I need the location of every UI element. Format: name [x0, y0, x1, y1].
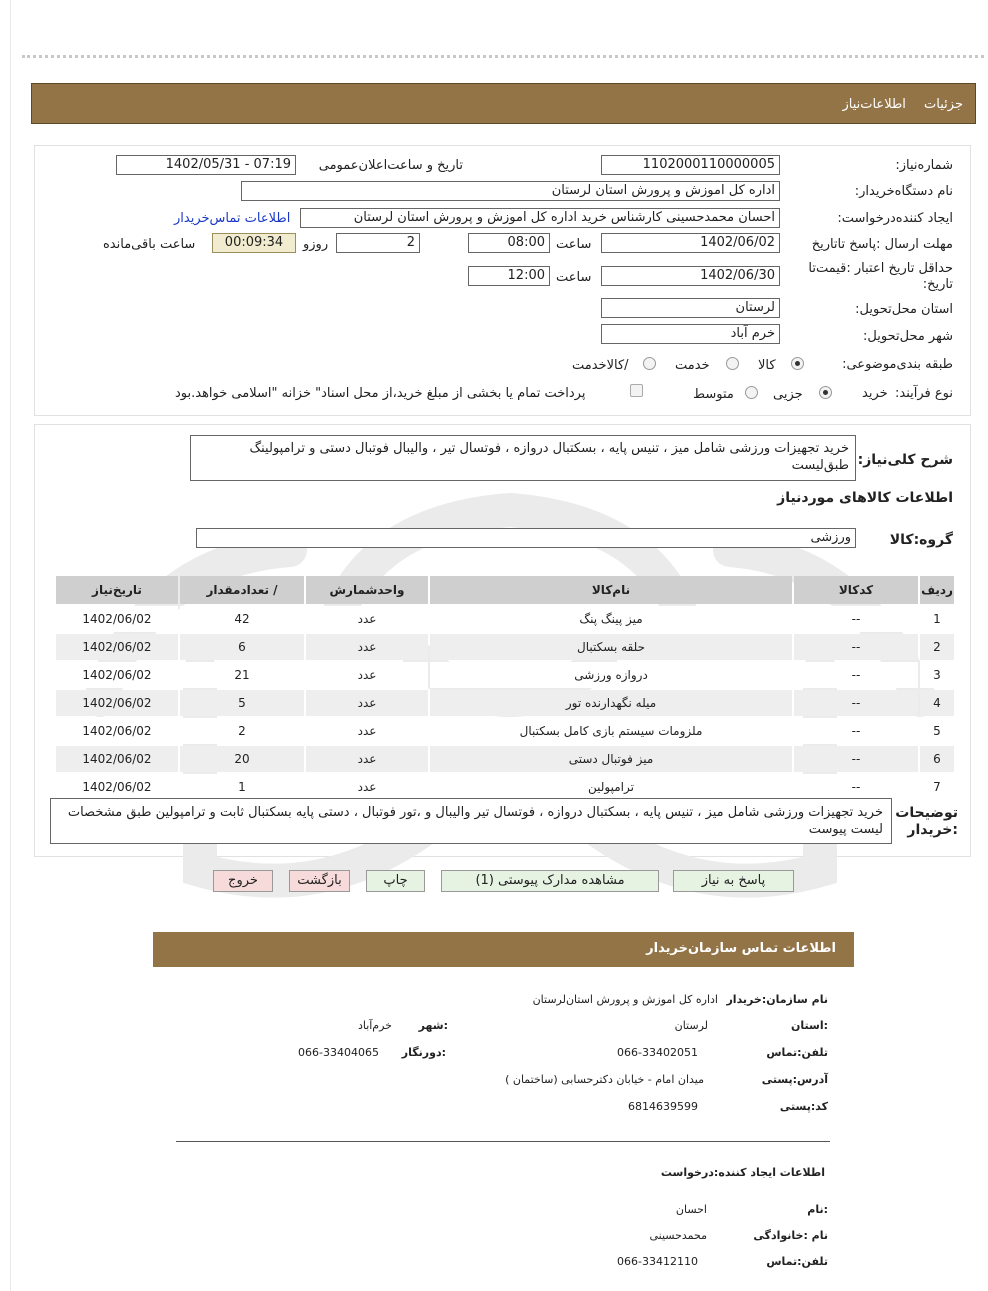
tab-need-info[interactable]: اطلاعات‌نیاز — [842, 97, 906, 112]
category-both-label: /کالاخدمت — [572, 358, 629, 373]
cell-unit: عدد — [306, 746, 428, 772]
header-tabs — [828, 97, 963, 112]
creator-phone-label: تلفن:تماس — [766, 1255, 828, 1268]
table-row — [56, 718, 954, 744]
cell-date: 1402/06/02 — [56, 606, 178, 632]
table-row — [56, 662, 954, 688]
goods-info-title: اطلاعات کالاهای مورد‌نیاز — [777, 490, 953, 506]
table-row — [56, 774, 954, 800]
table-row — [56, 690, 954, 716]
org-value: اداره کل اموزش و پرورش استان‌لرستان — [532, 993, 718, 1006]
province-label: استان محل‌تحویل: — [855, 302, 953, 317]
address-value: میدان امام - خیابان دکترحسابی (ساختمان ) — [505, 1073, 704, 1086]
cell-code: -- — [794, 718, 918, 744]
cell-name: میله نگهدارنده تور — [430, 690, 792, 716]
process-buy-label: خرید — [862, 386, 888, 401]
goods-group-field: ورزشی — [196, 528, 856, 548]
cell-qty: 42 — [180, 606, 304, 632]
buyer-org-label: نام دستگاه‌خریدار: — [854, 184, 953, 199]
cell-unit: عدد — [306, 718, 428, 744]
buyer-contact-link[interactable]: اطلاعات تماس‌خریدار — [174, 211, 291, 226]
table-row — [56, 746, 954, 772]
days-label: روزو — [303, 237, 329, 252]
col-unit: واحدشمارش — [306, 576, 428, 604]
city-label: شهر محل‌تحویل: — [863, 329, 953, 344]
view-attachments-button[interactable]: مشاهده مدارک پیوستی (1) — [441, 870, 659, 892]
goods-table — [54, 574, 956, 802]
cell-row: 4 — [920, 690, 954, 716]
contact-fax-value: 066-33404065 — [298, 1046, 379, 1059]
col-code: کدکالا — [794, 576, 918, 604]
contact-phone-value: 066-33402051 — [617, 1046, 698, 1059]
cell-qty: 6 — [180, 634, 304, 660]
creator-label: ایجاد کننده‌درخواست: — [837, 211, 953, 226]
postal-value: 6814639599 — [628, 1100, 698, 1113]
cell-unit: عدد — [306, 606, 428, 632]
org-label: نام سازمان:خریدار — [726, 993, 828, 1006]
province-field: لرستان — [601, 298, 780, 318]
city-field: خرم آباد — [601, 324, 780, 344]
validity-time-label: ساعت — [556, 270, 592, 285]
buyer-org-field: اداره کل اموزش و پرورش استان لرستان — [241, 181, 780, 201]
col-row: ردیف — [920, 576, 954, 604]
cell-qty: 1 — [180, 774, 304, 800]
contact-fax-label: :دورنگار — [401, 1046, 446, 1059]
col-qty: / تعدادمقدار — [180, 576, 304, 604]
contact-city-label: :شهر — [418, 1019, 448, 1032]
cell-date: 1402/06/02 — [56, 634, 178, 660]
cell-unit: عدد — [306, 634, 428, 660]
category-goods-label: کالا — [758, 358, 776, 373]
contact-city-value: خرم‌آباد — [357, 1019, 392, 1032]
top-dotted-divider — [22, 55, 984, 58]
creator-phone-value: 066-33412110 — [617, 1255, 698, 1268]
left-edge-line — [10, 0, 11, 1291]
validity-date-field: 1402/06/30 — [601, 266, 780, 286]
category-service-radio[interactable] — [726, 357, 739, 370]
need-description-label: شرح کلی‌نیاز: — [857, 452, 953, 468]
cell-row: 2 — [920, 634, 954, 660]
address-label: آدرس:پستی — [761, 1073, 828, 1086]
process-partial-radio[interactable] — [819, 386, 832, 399]
process-partial-label: جزیی — [773, 387, 803, 402]
back-button[interactable]: بازگشت — [289, 870, 350, 892]
buyer-contact-header — [153, 932, 854, 967]
creator-name-value: احسان — [675, 1203, 707, 1216]
deadline-label: مهلت ارسال :پاسخ تا‌تاریخ — [811, 237, 953, 252]
cell-name: حلقه بسکتبال — [430, 634, 792, 660]
cell-name: میز پینگ پنگ — [430, 606, 792, 632]
deadline-time-label: ساعت — [556, 237, 592, 252]
category-goods-radio[interactable] — [791, 357, 804, 370]
cell-code: -- — [794, 662, 918, 688]
goods-table-header — [56, 576, 954, 604]
cell-date: 1402/06/02 — [56, 774, 178, 800]
need-description-field: خرید تجهیزات ورزشی شامل میز ، تنیس پایه ، بسکتبال دروازه ، فوتسال تیر ، والیبال فوتبال دستی و ترامپولینگ طبق‌لیست — [190, 435, 856, 481]
remaining-timer: 00:09:34 — [212, 233, 296, 253]
cell-row: 7 — [920, 774, 954, 800]
cell-row: 3 — [920, 662, 954, 688]
treasury-payment-checkbox[interactable] — [630, 384, 643, 397]
contact-province-label: :استان — [791, 1019, 828, 1032]
table-row — [56, 634, 954, 660]
creator-field: احسان محمدحسینی کارشناس خرید اداره کل اموزش و پرورش استان لرستان — [300, 208, 780, 228]
cell-unit: عدد — [306, 662, 428, 688]
creator-name-label: :نام — [807, 1203, 828, 1216]
cell-qty: 2 — [180, 718, 304, 744]
cell-unit: عدد — [306, 690, 428, 716]
cell-qty: 5 — [180, 690, 304, 716]
validity-label: حداقل تاریخ اعتبار :قیمت‌تا تاریخ: — [808, 261, 953, 292]
remaining-label: ساعت باقی‌مانده — [103, 237, 196, 252]
cell-row: 5 — [920, 718, 954, 744]
cell-name: ملزومات سیستم بازی کامل بسکتبال — [430, 718, 792, 744]
deadline-time-field: 08:00 — [468, 233, 550, 253]
contact-divider — [176, 1141, 830, 1142]
announce-field: 1402/05/31 - 07:19 — [116, 155, 296, 175]
cell-code: -- — [794, 746, 918, 772]
page-header — [31, 83, 976, 124]
exit-button[interactable]: خروج — [213, 870, 273, 892]
cell-date: 1402/06/02 — [56, 662, 178, 688]
cell-date: 1402/06/02 — [56, 746, 178, 772]
reply-button[interactable]: پاسخ به نیاز — [673, 870, 794, 892]
contact-phone-label: تلفن:تماس — [766, 1046, 828, 1059]
creator-family-value: محمدحسینی — [649, 1229, 707, 1242]
col-name: نام‌کالا — [430, 576, 792, 604]
cell-code: -- — [794, 690, 918, 716]
process-medium-label: متوسط — [693, 387, 734, 402]
cell-row: 1 — [920, 606, 954, 632]
cell-name: دروازه ورزشی — [430, 662, 792, 688]
contact-province-value: لرستان — [674, 1019, 708, 1032]
need-number-field: 1102000110000005 — [601, 155, 780, 175]
cell-date: 1402/06/02 — [56, 690, 178, 716]
creator-info-title: اطلاعات ایجاد کننده:درخواست — [660, 1166, 825, 1179]
cell-code: -- — [794, 774, 918, 800]
cell-code: -- — [794, 634, 918, 660]
cell-row: 6 — [920, 746, 954, 772]
cell-qty: 21 — [180, 662, 304, 688]
col-date: تاریخ‌نیاز — [56, 576, 178, 604]
announce-label: تاریخ و ساعت‌اعلان‌عمومی — [318, 158, 463, 173]
buyer-contact-title: اطلاعات تماس سازمان‌خریدار — [646, 941, 836, 956]
cell-unit: عدد — [306, 774, 428, 800]
tab-details[interactable]: جزئیات — [924, 97, 963, 112]
days-field: 2 — [336, 233, 420, 253]
buyer-notes-field: خرید تجهیزات ورزشی شامل میز ، تنیس پایه ، بسکتبال دروازه ، فوتسال تیر والیبال و ،تور فوتبال ، دستی پایه بسکتبال ثابت و ترامپولین طبق مشخصات لیست پیوست — [50, 798, 892, 844]
category-both-radio[interactable] — [643, 357, 656, 370]
cell-date: 1402/06/02 — [56, 718, 178, 744]
treasury-payment-note: پرداخت تمام یا بخشی از مبلغ خرید،از محل اسناد" خزانه "اسلامی خواهد.بود — [175, 386, 586, 401]
process-label: نوع فرآیند: — [895, 386, 953, 401]
deadline-date-field: 1402/06/02 — [601, 233, 780, 253]
cell-name: میز فوتبال دستی — [430, 746, 792, 772]
buyer-notes-label: توضیحات :خریدار — [895, 805, 958, 838]
category-label: طبقه بندی‌موضوعی: — [842, 357, 953, 372]
postal-label: کد:پستی — [779, 1100, 828, 1113]
cell-code: -- — [794, 606, 918, 632]
goods-group-label: گروه‌:کالا — [889, 532, 953, 548]
category-service-label: خدمت — [675, 358, 710, 373]
table-row — [56, 606, 954, 632]
cell-qty: 20 — [180, 746, 304, 772]
cell-name: ترامپولین — [430, 774, 792, 800]
validity-time-field: 12:00 — [468, 266, 550, 286]
need-number-label: شماره‌نیاز: — [895, 158, 953, 173]
print-button[interactable]: چاپ — [366, 870, 425, 892]
creator-family-label: نام :خانوادگی — [753, 1229, 828, 1242]
process-medium-radio[interactable] — [745, 386, 758, 399]
